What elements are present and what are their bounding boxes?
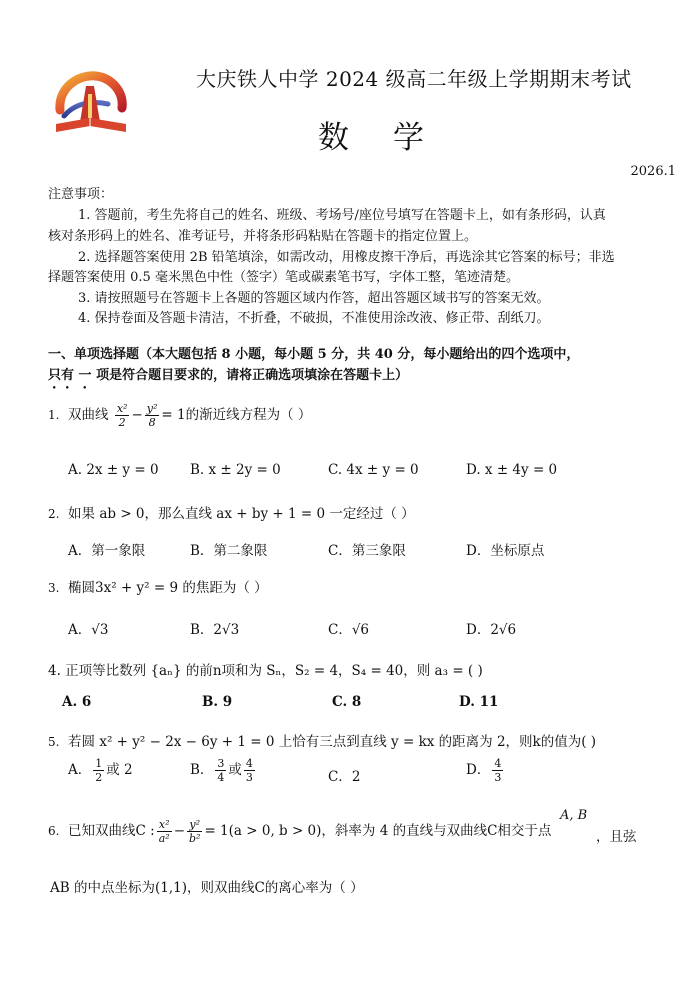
q1-frac2 (145, 402, 160, 429)
notice-item-2b: 择题答案使用 0.5 毫米黑色中性（签字）笔或碳素笔书写，字体工整，笔迹清楚。 (48, 270, 519, 285)
notice-item-2a: 2. 选择题答案使用 2B 铅笔填涂，如需改动，用橡皮擦干净后，再选涂其它答案的标号；非选 (78, 250, 615, 265)
q2-option-d: D．坐标原点 (466, 543, 545, 559)
q3-option-d: D．2√6 (466, 622, 517, 638)
q5-text: 若圆 x² + y² − 2x − 6y + 1 = 0 上恰有三点到直线 y = kx 的距离为 2，则k的值为( ) (68, 734, 597, 750)
q1-frac1 (115, 402, 130, 429)
q5-option-b (190, 757, 257, 784)
q6-f1-num: x² (157, 818, 172, 832)
notice-item-1a: 1. 答题前，考生先将自己的姓名、班级、考场号/座位号填写在答题卡上，如有条形码，认真 (78, 208, 606, 223)
q1-option-c: C. 4x ± y = 0 (328, 462, 419, 478)
q6-line2: AB 的中点坐标为(1,1)，则双曲线C的离心率为（ ） (50, 880, 364, 896)
q6-f2-num: y² (187, 818, 202, 832)
q4-option-c: C. 8 (332, 694, 362, 710)
q6-tail: ，且弦 (596, 829, 637, 845)
section-rest: 项是符合题目要求的，请将正确选项填涂在答题卡上） (96, 368, 409, 383)
q6-ab-label: A, B (560, 808, 588, 823)
q1-frac1-num: x² (116, 402, 128, 415)
q1-frac2-den: 8 (148, 416, 156, 429)
q5-a-den: 2 (95, 771, 103, 784)
q5-b-frac2 (244, 757, 255, 784)
exam-date: 2026.1 (630, 164, 676, 179)
section-heading-line1: 一、单项选择题（本大题包括 8 小题，每小题 5 分，共 40 分，每小题给出的四个选项中， (48, 347, 580, 362)
notice-item-3: 3. 请按照题号在答题卡上各题的答题区域内作答，超出答题区域书写的答案无效。 (78, 291, 550, 306)
q6-mid: = 1(a > 0, b > 0)，斜率为 4 的直线与双曲线C相交于点 (204, 823, 552, 839)
q6-f1-den: a² (158, 832, 170, 845)
exam-title: 大庆铁人中学 2024 级高二年级上学期期末考试 (196, 67, 632, 91)
q1-frac2-num: y² (146, 402, 158, 415)
q1-number: 1. (48, 408, 60, 422)
q2-number: 2. (48, 507, 60, 521)
q1-frac1-den: 2 (118, 416, 126, 429)
question-6: 6. 已知双曲线C : $\frac{\text{x²}}{\text{a²}}$ − $\frac{\text{y²}}{\text{b²}}$ = 1(a > 0, b > 0)，斜率为 4 的直线与双曲线C相交于点 (48, 818, 552, 845)
q1-pre: 双曲线 (68, 407, 109, 423)
q4-option-b: B. 9 (202, 694, 233, 710)
q5-option-c: C．2 (328, 769, 361, 785)
q3-text: 椭圆3x² + y² = 9 的焦距为（ ） (68, 580, 268, 596)
q1-option-a: A. 2x ± y = 0 (68, 462, 159, 478)
q5-a-num: 1 (95, 757, 103, 770)
q6-frac2 (187, 818, 202, 845)
section-emph-b: 一 (78, 368, 92, 383)
q5-b-label: B． (190, 762, 214, 778)
q6-frac1 (157, 818, 172, 845)
q3-option-b: B．2√3 (190, 622, 240, 638)
q1-option-d: D. x ± 4y = 0 (466, 462, 558, 478)
q5-b-den2: 3 (245, 771, 253, 784)
section-heading-line2 (48, 366, 408, 392)
q2-option-b: B．第二象限 (190, 543, 268, 559)
question-3 (48, 576, 268, 596)
q5-option-d (466, 757, 505, 784)
q5-b-frac1 (215, 757, 226, 784)
q5-b-num1: 3 (217, 757, 225, 770)
q4-option-d: D. 11 (459, 694, 499, 710)
notice-item-1b: 核对条形码上的姓名、准考证号，并将条形码粘贴在答题卡的指定位置上。 (48, 229, 478, 244)
q5-option-a (68, 757, 133, 784)
q5-d-den: 3 (494, 771, 502, 784)
q5-d-num: 4 (494, 757, 502, 770)
q3-option-c: C．√6 (328, 622, 370, 638)
q5-d-frac (492, 757, 503, 784)
q4-option-a: A. 6 (62, 694, 92, 710)
q5-a-tail: 或 2 (106, 762, 133, 778)
notice-heading: 注意事项： (48, 187, 114, 202)
question-1: 1. 双曲线 $\frac{\text{x²}}{2}$ − $\frac{\text{y²}}{8}$ = 1的渐近线方程为（ ） (48, 402, 312, 429)
q2-text: 如果 ab > 0，那么直线 ax + by + 1 = 0 一定经过（ ） (68, 506, 415, 522)
q2-option-c: C．第三象限 (328, 543, 406, 559)
notice-item-4: 4. 保持卷面及答题卡清洁，不折叠，不破损，不准使用涂改液、修正带、刮纸刀。 (78, 311, 550, 326)
q5-number: 5. (48, 735, 60, 749)
subject-title: 数学 (318, 120, 468, 156)
q6-f2-den: b² (189, 832, 201, 845)
question-4: 4. 正项等比数列 {aₙ} 的前n项和为 Sₙ，S₂ = 4，S₄ = 40，则 a₃ = ( ) (48, 663, 483, 679)
question-5 (48, 730, 596, 750)
q5-a-frac (93, 757, 104, 784)
school-logo (50, 70, 132, 138)
q5-b-mid: 或 (228, 762, 242, 778)
q6-number: 6. (48, 824, 60, 838)
question-2 (48, 502, 415, 522)
q1-option-b: B. x ± 2y = 0 (190, 462, 281, 478)
q6-pre: 已知双曲线C : (68, 823, 155, 839)
q1-post: = 1的渐近线方程为（ ） (161, 407, 312, 423)
q5-d-label: D． (466, 762, 491, 778)
q5-b-num2: 4 (245, 757, 253, 770)
q3-number: 3. (48, 581, 60, 595)
q3-option-a: A．√3 (68, 622, 109, 638)
section-emph-a: 只有 (48, 368, 75, 383)
q5-a-label: A． (68, 762, 92, 778)
q2-option-a: A．第一象限 (68, 543, 146, 559)
q5-b-den1: 4 (217, 771, 225, 784)
